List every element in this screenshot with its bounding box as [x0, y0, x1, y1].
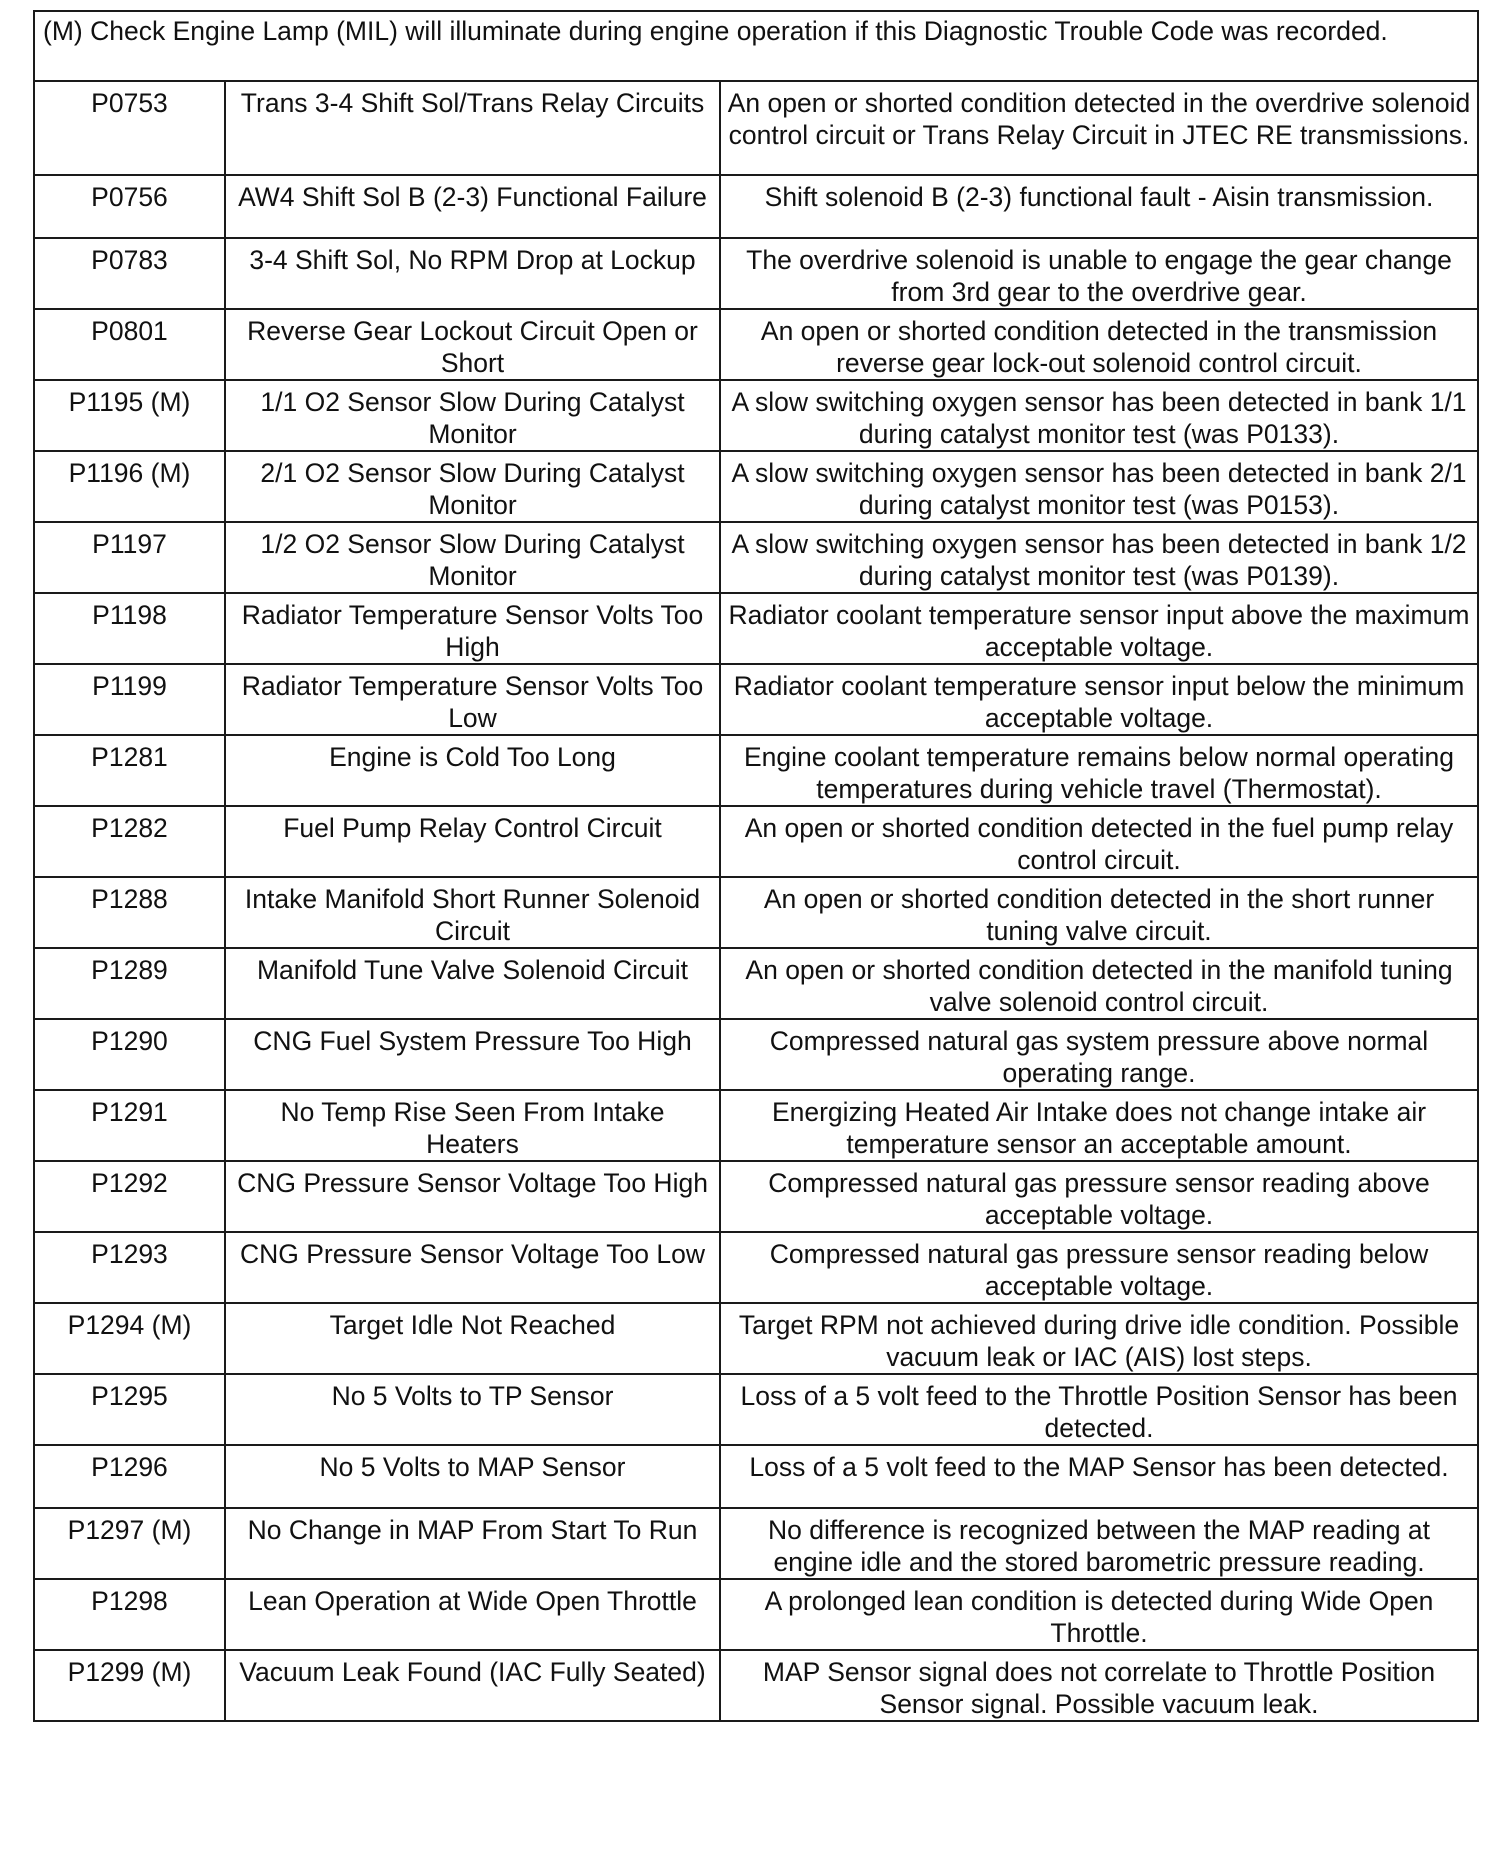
table-row: [35, 1232, 1477, 1303]
dtc-name: Fuel Pump Relay Control Circuit: [225, 806, 720, 877]
table-row: [35, 451, 1477, 522]
dtc-code: P1199: [35, 664, 225, 735]
table-row: [35, 175, 1477, 238]
table-row: [35, 948, 1477, 1019]
dtc-name: 1/2 O2 Sensor Slow During Catalyst Monitor: [225, 522, 720, 593]
dtc-code: P0783: [35, 238, 225, 309]
dtc-code: P0801: [35, 309, 225, 380]
dtc-description: Compressed natural gas pressure sensor reading above acceptable voltage.: [720, 1161, 1477, 1232]
dtc-table-container: [33, 10, 1479, 1722]
dtc-description: A slow switching oxygen sensor has been detected in bank 1/2 during catalyst monitor test (was P0139).: [720, 522, 1477, 593]
dtc-description: An open or shorted condition detected in the transmission reverse gear lock-out solenoid control circuit.: [720, 309, 1477, 380]
dtc-code: P1195 (M): [35, 380, 225, 451]
table-row: [35, 238, 1477, 309]
dtc-name: Manifold Tune Valve Solenoid Circuit: [225, 948, 720, 1019]
dtc-code: P1294 (M): [35, 1303, 225, 1374]
dtc-name: 1/1 O2 Sensor Slow During Catalyst Monitor: [225, 380, 720, 451]
dtc-name: No 5 Volts to MAP Sensor: [225, 1445, 720, 1508]
dtc-description: An open or shorted condition detected in the overdrive solenoid control circuit or Trans Relay Circuit in JTEC RE transmissions.: [720, 82, 1477, 175]
dtc-name: AW4 Shift Sol B (2-3) Functional Failure: [225, 175, 720, 238]
dtc-description: Energizing Heated Air Intake does not change intake air temperature sensor an acceptable amount.: [720, 1090, 1477, 1161]
dtc-description: Compressed natural gas pressure sensor reading below acceptable voltage.: [720, 1232, 1477, 1303]
dtc-description: A prolonged lean condition is detected during Wide Open Throttle.: [720, 1579, 1477, 1650]
dtc-description: Compressed natural gas system pressure above normal operating range.: [720, 1019, 1477, 1090]
dtc-name: Lean Operation at Wide Open Throttle: [225, 1579, 720, 1650]
dtc-code: P0753: [35, 82, 225, 175]
table-row: [35, 1161, 1477, 1232]
table-row: [35, 522, 1477, 593]
dtc-description: Radiator coolant temperature sensor input above the maximum acceptable voltage.: [720, 593, 1477, 664]
dtc-code: P1282: [35, 806, 225, 877]
table-row: [35, 1019, 1477, 1090]
dtc-code: P1296: [35, 1445, 225, 1508]
dtc-code: P0756: [35, 175, 225, 238]
dtc-name: CNG Pressure Sensor Voltage Too Low: [225, 1232, 720, 1303]
table-row: [35, 735, 1477, 806]
table-row: [35, 877, 1477, 948]
dtc-description: Loss of a 5 volt feed to the Throttle Position Sensor has been detected.: [720, 1374, 1477, 1445]
dtc-code: P1293: [35, 1232, 225, 1303]
dtc-code: P1281: [35, 735, 225, 806]
dtc-name: No Change in MAP From Start To Run: [225, 1508, 720, 1579]
mil-note: (M) Check Engine Lamp (MIL) will illuminate during engine operation if this Diagnostic Trouble Code was recorded.: [35, 12, 1477, 82]
dtc-code: P1299 (M): [35, 1650, 225, 1720]
dtc-code: P1290: [35, 1019, 225, 1090]
dtc-name: Radiator Temperature Sensor Volts Too High: [225, 593, 720, 664]
dtc-description: No difference is recognized between the MAP reading at engine idle and the stored barometric pressure reading.: [720, 1508, 1477, 1579]
dtc-description: An open or shorted condition detected in the short runner tuning valve circuit.: [720, 877, 1477, 948]
table-row: [35, 1650, 1477, 1720]
dtc-description: Radiator coolant temperature sensor input below the minimum acceptable voltage.: [720, 664, 1477, 735]
table-row: [35, 82, 1477, 175]
table-row: [35, 664, 1477, 735]
table-row: [35, 1090, 1477, 1161]
dtc-code: P1298: [35, 1579, 225, 1650]
dtc-name: Engine is Cold Too Long: [225, 735, 720, 806]
dtc-name: No Temp Rise Seen From Intake Heaters: [225, 1090, 720, 1161]
table-row: [35, 1445, 1477, 1508]
table-row: [35, 1579, 1477, 1650]
dtc-code: P1297 (M): [35, 1508, 225, 1579]
dtc-name: Target Idle Not Reached: [225, 1303, 720, 1374]
dtc-name: CNG Pressure Sensor Voltage Too High: [225, 1161, 720, 1232]
table-row: [35, 593, 1477, 664]
dtc-description: A slow switching oxygen sensor has been detected in bank 1/1 during catalyst monitor test (was P0133).: [720, 380, 1477, 451]
table-row: [35, 380, 1477, 451]
dtc-description: MAP Sensor signal does not correlate to Throttle Position Sensor signal. Possible vacuum leak.: [762, 1657, 1436, 1719]
dtc-description: Shift solenoid B (2-3) functional fault - Aisin transmission.: [720, 175, 1477, 238]
dtc-description: The overdrive solenoid is unable to engage the gear change from 3rd gear to the overdrive gear.: [720, 238, 1477, 309]
table-row: [35, 1508, 1477, 1579]
table-row: [35, 309, 1477, 380]
dtc-code: P1291: [35, 1090, 225, 1161]
dtc-code: P1198: [35, 593, 225, 664]
table-row: [35, 1303, 1477, 1374]
dtc-table: [35, 82, 1477, 1720]
dtc-name: 2/1 O2 Sensor Slow During Catalyst Monitor: [225, 451, 720, 522]
dtc-code: P1197: [35, 522, 225, 593]
dtc-name: Vacuum Leak Found (IAC Fully Seated): [225, 1650, 720, 1720]
dtc-name: Reverse Gear Lockout Circuit Open or Short: [225, 309, 720, 380]
dtc-name: No 5 Volts to TP Sensor: [225, 1374, 720, 1445]
dtc-description: A slow switching oxygen sensor has been detected in bank 2/1 during catalyst monitor test (was P0153).: [720, 451, 1477, 522]
dtc-code: P1288: [35, 877, 225, 948]
dtc-name: 3-4 Shift Sol, No RPM Drop at Lockup: [225, 238, 720, 309]
dtc-code: P1289: [35, 948, 225, 1019]
table-row: [35, 806, 1477, 877]
dtc-description: Target RPM not achieved during drive idle condition. Possible vacuum leak or IAC (AIS) lost steps.: [720, 1303, 1477, 1374]
dtc-name: Intake Manifold Short Runner Solenoid Circuit: [225, 877, 720, 948]
dtc-description: An open or shorted condition detected in the manifold tuning valve solenoid control circuit.: [720, 948, 1477, 1019]
dtc-description: Loss of a 5 volt feed to the MAP Sensor has been detected.: [720, 1445, 1477, 1508]
dtc-code: P1292: [35, 1161, 225, 1232]
dtc-name: Trans 3-4 Shift Sol/Trans Relay Circuits: [225, 82, 720, 175]
dtc-description: An open or shorted condition detected in the fuel pump relay control circuit.: [720, 806, 1477, 877]
dtc-code: P1295: [35, 1374, 225, 1445]
dtc-description: Engine coolant temperature remains below normal operating temperatures during vehicle travel (Thermostat).: [720, 735, 1477, 806]
dtc-code: P1196 (M): [35, 451, 225, 522]
table-row: [35, 1374, 1477, 1445]
dtc-name: Radiator Temperature Sensor Volts Too Low: [225, 664, 720, 735]
dtc-table-body: [35, 82, 1477, 1720]
dtc-name: CNG Fuel System Pressure Too High: [225, 1019, 720, 1090]
